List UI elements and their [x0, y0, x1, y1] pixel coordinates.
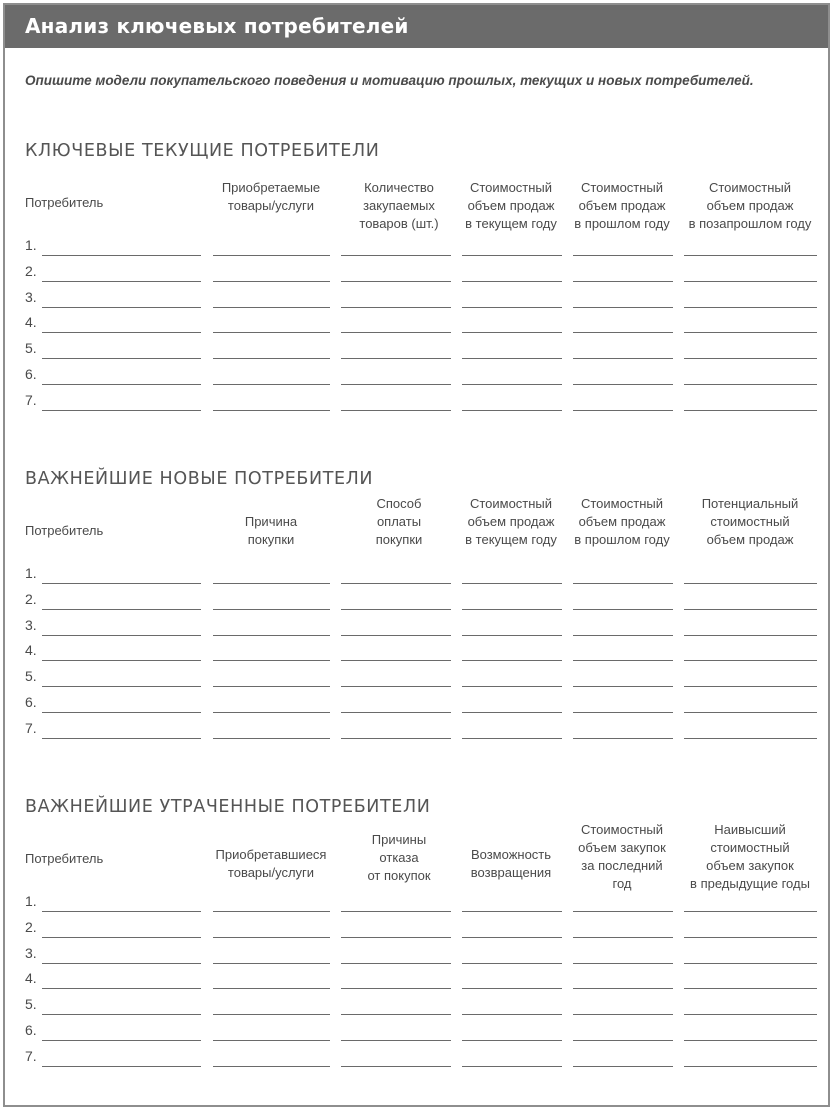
answer-line[interactable]	[341, 660, 451, 661]
form-row	[5, 995, 828, 1021]
answer-line[interactable]	[684, 583, 817, 584]
answer-line[interactable]	[573, 963, 673, 964]
answer-line[interactable]	[213, 609, 330, 610]
answer-line[interactable]	[462, 384, 562, 385]
answer-line[interactable]	[462, 307, 562, 308]
form-row	[5, 667, 828, 693]
answer-line[interactable]	[573, 410, 673, 411]
answer-line[interactable]	[573, 281, 673, 282]
answer-line[interactable]	[341, 358, 451, 359]
answer-line[interactable]	[573, 307, 673, 308]
answer-line[interactable]	[42, 963, 201, 964]
row-number: 1.	[25, 237, 37, 253]
section-title: КЛЮЧЕВЫЕ ТЕКУЩИЕ ПОТРЕБИТЕЛИ	[25, 141, 380, 161]
form-row	[5, 719, 828, 745]
answer-line[interactable]	[42, 1066, 201, 1067]
answer-line[interactable]	[462, 738, 562, 739]
answer-line[interactable]	[213, 635, 330, 636]
answer-line[interactable]	[42, 281, 201, 282]
answer-line[interactable]	[213, 1040, 330, 1041]
answer-line[interactable]	[462, 963, 562, 964]
column-header: Стоимостный объем закупок за последний год	[578, 822, 666, 891]
answer-line[interactable]	[213, 358, 330, 359]
answer-line[interactable]	[42, 307, 201, 308]
answer-line[interactable]	[341, 988, 451, 989]
form-row	[5, 944, 828, 970]
answer-line[interactable]	[684, 738, 817, 739]
row-number: 2.	[25, 590, 37, 607]
answer-line[interactable]	[42, 686, 201, 687]
column-header: Стоимостный объем продаж в позапрошлом году	[688, 180, 812, 231]
column-header: Потребитель	[25, 851, 104, 866]
answer-line[interactable]	[684, 410, 817, 411]
form-row	[5, 693, 828, 719]
answer-line[interactable]	[341, 937, 451, 938]
answer-line[interactable]	[684, 609, 817, 610]
form-row	[5, 969, 828, 995]
answer-line[interactable]	[462, 281, 562, 282]
answer-line[interactable]	[573, 609, 673, 610]
answer-line[interactable]	[573, 988, 673, 989]
answer-line[interactable]	[213, 1014, 330, 1015]
form-row	[5, 288, 828, 314]
row-number: 3.	[25, 944, 37, 961]
answer-line[interactable]	[462, 1066, 562, 1067]
answer-line[interactable]	[684, 332, 817, 333]
answer-line[interactable]	[462, 988, 562, 989]
answer-line[interactable]	[684, 384, 817, 385]
answer-line[interactable]	[341, 255, 451, 256]
answer-line[interactable]	[213, 712, 330, 713]
answer-line[interactable]	[213, 410, 330, 411]
answer-line[interactable]	[573, 332, 673, 333]
answer-line[interactable]	[213, 307, 330, 308]
form-row	[5, 262, 828, 288]
answer-line[interactable]	[213, 911, 330, 912]
answer-line[interactable]	[42, 583, 201, 584]
form-row	[5, 339, 828, 365]
answer-line[interactable]	[341, 307, 451, 308]
column-header: Приобретавшиеся товары/услуги	[215, 847, 327, 880]
form-row	[5, 313, 828, 339]
section-title: ВАЖНЕЙШИЕ УТРАЧЕННЫЕ ПОТРЕБИТЕЛИ	[25, 797, 431, 817]
answer-line[interactable]	[684, 1014, 817, 1015]
column-header: Причина покупки	[244, 514, 298, 547]
answer-line[interactable]	[684, 712, 817, 713]
row-number: 4.	[25, 970, 37, 987]
answer-line[interactable]	[684, 635, 817, 636]
answer-line[interactable]	[341, 738, 451, 739]
section-title: ВАЖНЕЙШИЕ НОВЫЕ ПОТРЕБИТЕЛИ	[25, 469, 374, 489]
answer-line[interactable]	[462, 937, 562, 938]
answer-line[interactable]	[341, 583, 451, 584]
answer-line[interactable]	[573, 1040, 673, 1041]
answer-line[interactable]	[573, 384, 673, 385]
answer-line[interactable]	[684, 911, 817, 912]
worksheet-frame	[3, 3, 830, 1107]
answer-line[interactable]	[684, 255, 817, 256]
page-title: Анализ ключевых потребителей	[5, 5, 828, 48]
answer-line[interactable]	[341, 1066, 451, 1067]
answer-line[interactable]	[213, 281, 330, 282]
answer-line[interactable]	[42, 937, 201, 938]
answer-line[interactable]	[462, 712, 562, 713]
answer-line[interactable]	[462, 1014, 562, 1015]
answer-line[interactable]	[42, 1040, 201, 1041]
answer-line[interactable]	[684, 686, 817, 687]
row-number: 4.	[25, 642, 37, 659]
form-row	[5, 892, 828, 918]
form-row	[5, 616, 828, 642]
form-row	[5, 641, 828, 667]
answer-line[interactable]	[213, 963, 330, 964]
answer-line[interactable]	[42, 660, 201, 661]
answer-line[interactable]	[42, 988, 201, 989]
answer-line[interactable]	[213, 660, 330, 661]
answer-line[interactable]	[341, 963, 451, 964]
answer-line[interactable]	[462, 358, 562, 359]
row-number: 6.	[25, 366, 37, 382]
answer-line[interactable]	[462, 911, 562, 912]
column-header: Возможность возвращения	[470, 847, 552, 880]
answer-line[interactable]	[684, 281, 817, 282]
answer-line[interactable]	[213, 738, 330, 739]
form-row	[5, 918, 828, 944]
column-header: Стоимостный объем продаж в текущем году	[465, 496, 557, 547]
answer-line[interactable]	[462, 410, 562, 411]
answer-line[interactable]	[462, 686, 562, 687]
answer-line[interactable]	[341, 635, 451, 636]
answer-line[interactable]	[573, 358, 673, 359]
answer-line[interactable]	[341, 712, 451, 713]
answer-line[interactable]	[684, 988, 817, 989]
answer-line[interactable]	[684, 1066, 817, 1067]
answer-line[interactable]	[42, 358, 201, 359]
answer-line[interactable]	[573, 1066, 673, 1067]
answer-line[interactable]	[573, 686, 673, 687]
answer-line[interactable]	[684, 1040, 817, 1041]
form-row	[5, 365, 828, 391]
row-number: 5.	[25, 668, 37, 685]
column-header: Стоимостный объем продаж в прошлом году	[574, 496, 670, 547]
answer-line[interactable]	[462, 609, 562, 610]
answer-line[interactable]	[573, 937, 673, 938]
answer-line[interactable]	[42, 255, 201, 256]
row-number: 1.	[25, 565, 37, 581]
answer-line[interactable]	[341, 281, 451, 282]
answer-line[interactable]	[213, 686, 330, 687]
answer-line[interactable]	[42, 712, 201, 713]
answer-line[interactable]	[573, 911, 673, 912]
answer-line[interactable]	[573, 583, 673, 584]
answer-line[interactable]	[573, 738, 673, 739]
row-number: 6.	[25, 1022, 37, 1038]
column-header: Приобретаемые товары/услуги	[221, 180, 321, 213]
column-header: Количество закупаемых товаров (шт.)	[359, 180, 439, 231]
row-number: 5.	[25, 340, 37, 357]
column-header: Наивысший стоимостный объем закупок в предыдущие годы	[690, 822, 810, 891]
form-row	[5, 1021, 828, 1047]
form-row	[5, 391, 828, 417]
answer-line[interactable]	[573, 255, 673, 256]
answer-line[interactable]	[462, 583, 562, 584]
answer-line[interactable]	[341, 410, 451, 411]
answer-line[interactable]	[573, 712, 673, 713]
answer-line[interactable]	[462, 1040, 562, 1041]
form-row	[5, 1047, 828, 1073]
answer-line[interactable]	[684, 963, 817, 964]
answer-line[interactable]	[213, 255, 330, 256]
answer-line[interactable]	[462, 660, 562, 661]
answer-line[interactable]	[341, 686, 451, 687]
row-number: 2.	[25, 918, 37, 935]
answer-line[interactable]	[213, 332, 330, 333]
column-header: Способ оплаты покупки	[375, 496, 423, 547]
answer-line[interactable]	[213, 384, 330, 385]
row-number: 7.	[25, 391, 37, 408]
form-row	[5, 564, 828, 590]
answer-line[interactable]	[573, 1014, 673, 1015]
answer-line[interactable]	[42, 410, 201, 411]
row-number: 5.	[25, 996, 37, 1013]
row-number: 6.	[25, 694, 37, 710]
answer-line[interactable]	[462, 635, 562, 636]
column-header: Потенциальный стоимостный объем продаж	[701, 496, 799, 547]
column-header: Стоимостный объем продаж в текущем году	[465, 180, 557, 231]
row-number: 2.	[25, 262, 37, 279]
answer-line[interactable]	[684, 937, 817, 938]
answer-line[interactable]	[42, 332, 201, 333]
answer-line[interactable]	[42, 1014, 201, 1015]
answer-line[interactable]	[341, 911, 451, 912]
answer-line[interactable]	[462, 255, 562, 256]
row-number: 3.	[25, 616, 37, 633]
row-number: 3.	[25, 288, 37, 305]
answer-line[interactable]	[213, 583, 330, 584]
answer-line[interactable]	[341, 384, 451, 385]
form-row	[5, 590, 828, 616]
answer-line[interactable]	[42, 609, 201, 610]
answer-line[interactable]	[42, 635, 201, 636]
form-row	[5, 236, 828, 262]
column-header: Потребитель	[25, 523, 104, 538]
answer-line[interactable]	[213, 1066, 330, 1067]
row-number: 1.	[25, 893, 37, 909]
answer-line[interactable]	[341, 1014, 451, 1015]
answer-line[interactable]	[213, 988, 330, 989]
answer-line[interactable]	[573, 635, 673, 636]
answer-line[interactable]	[341, 609, 451, 610]
answer-line[interactable]	[213, 937, 330, 938]
column-header: Потребитель	[25, 195, 104, 210]
row-number: 4.	[25, 314, 37, 331]
answer-line[interactable]	[42, 738, 201, 739]
column-header: Причины отказа от покупок	[367, 832, 431, 883]
answer-line[interactable]	[462, 332, 562, 333]
row-number: 7.	[25, 1047, 37, 1064]
answer-line[interactable]	[341, 1040, 451, 1041]
answer-line[interactable]	[684, 660, 817, 661]
answer-line[interactable]	[42, 384, 201, 385]
answer-line[interactable]	[684, 307, 817, 308]
row-number: 7.	[25, 719, 37, 736]
answer-line[interactable]	[573, 660, 673, 661]
intro-text: Опишите модели покупательского поведения и мотивацию прошлых, текущих и новых потребителей.	[25, 73, 754, 88]
answer-line[interactable]	[341, 332, 451, 333]
answer-line[interactable]	[684, 358, 817, 359]
answer-line[interactable]	[42, 911, 201, 912]
column-header: Стоимостный объем продаж в прошлом году	[574, 180, 670, 231]
